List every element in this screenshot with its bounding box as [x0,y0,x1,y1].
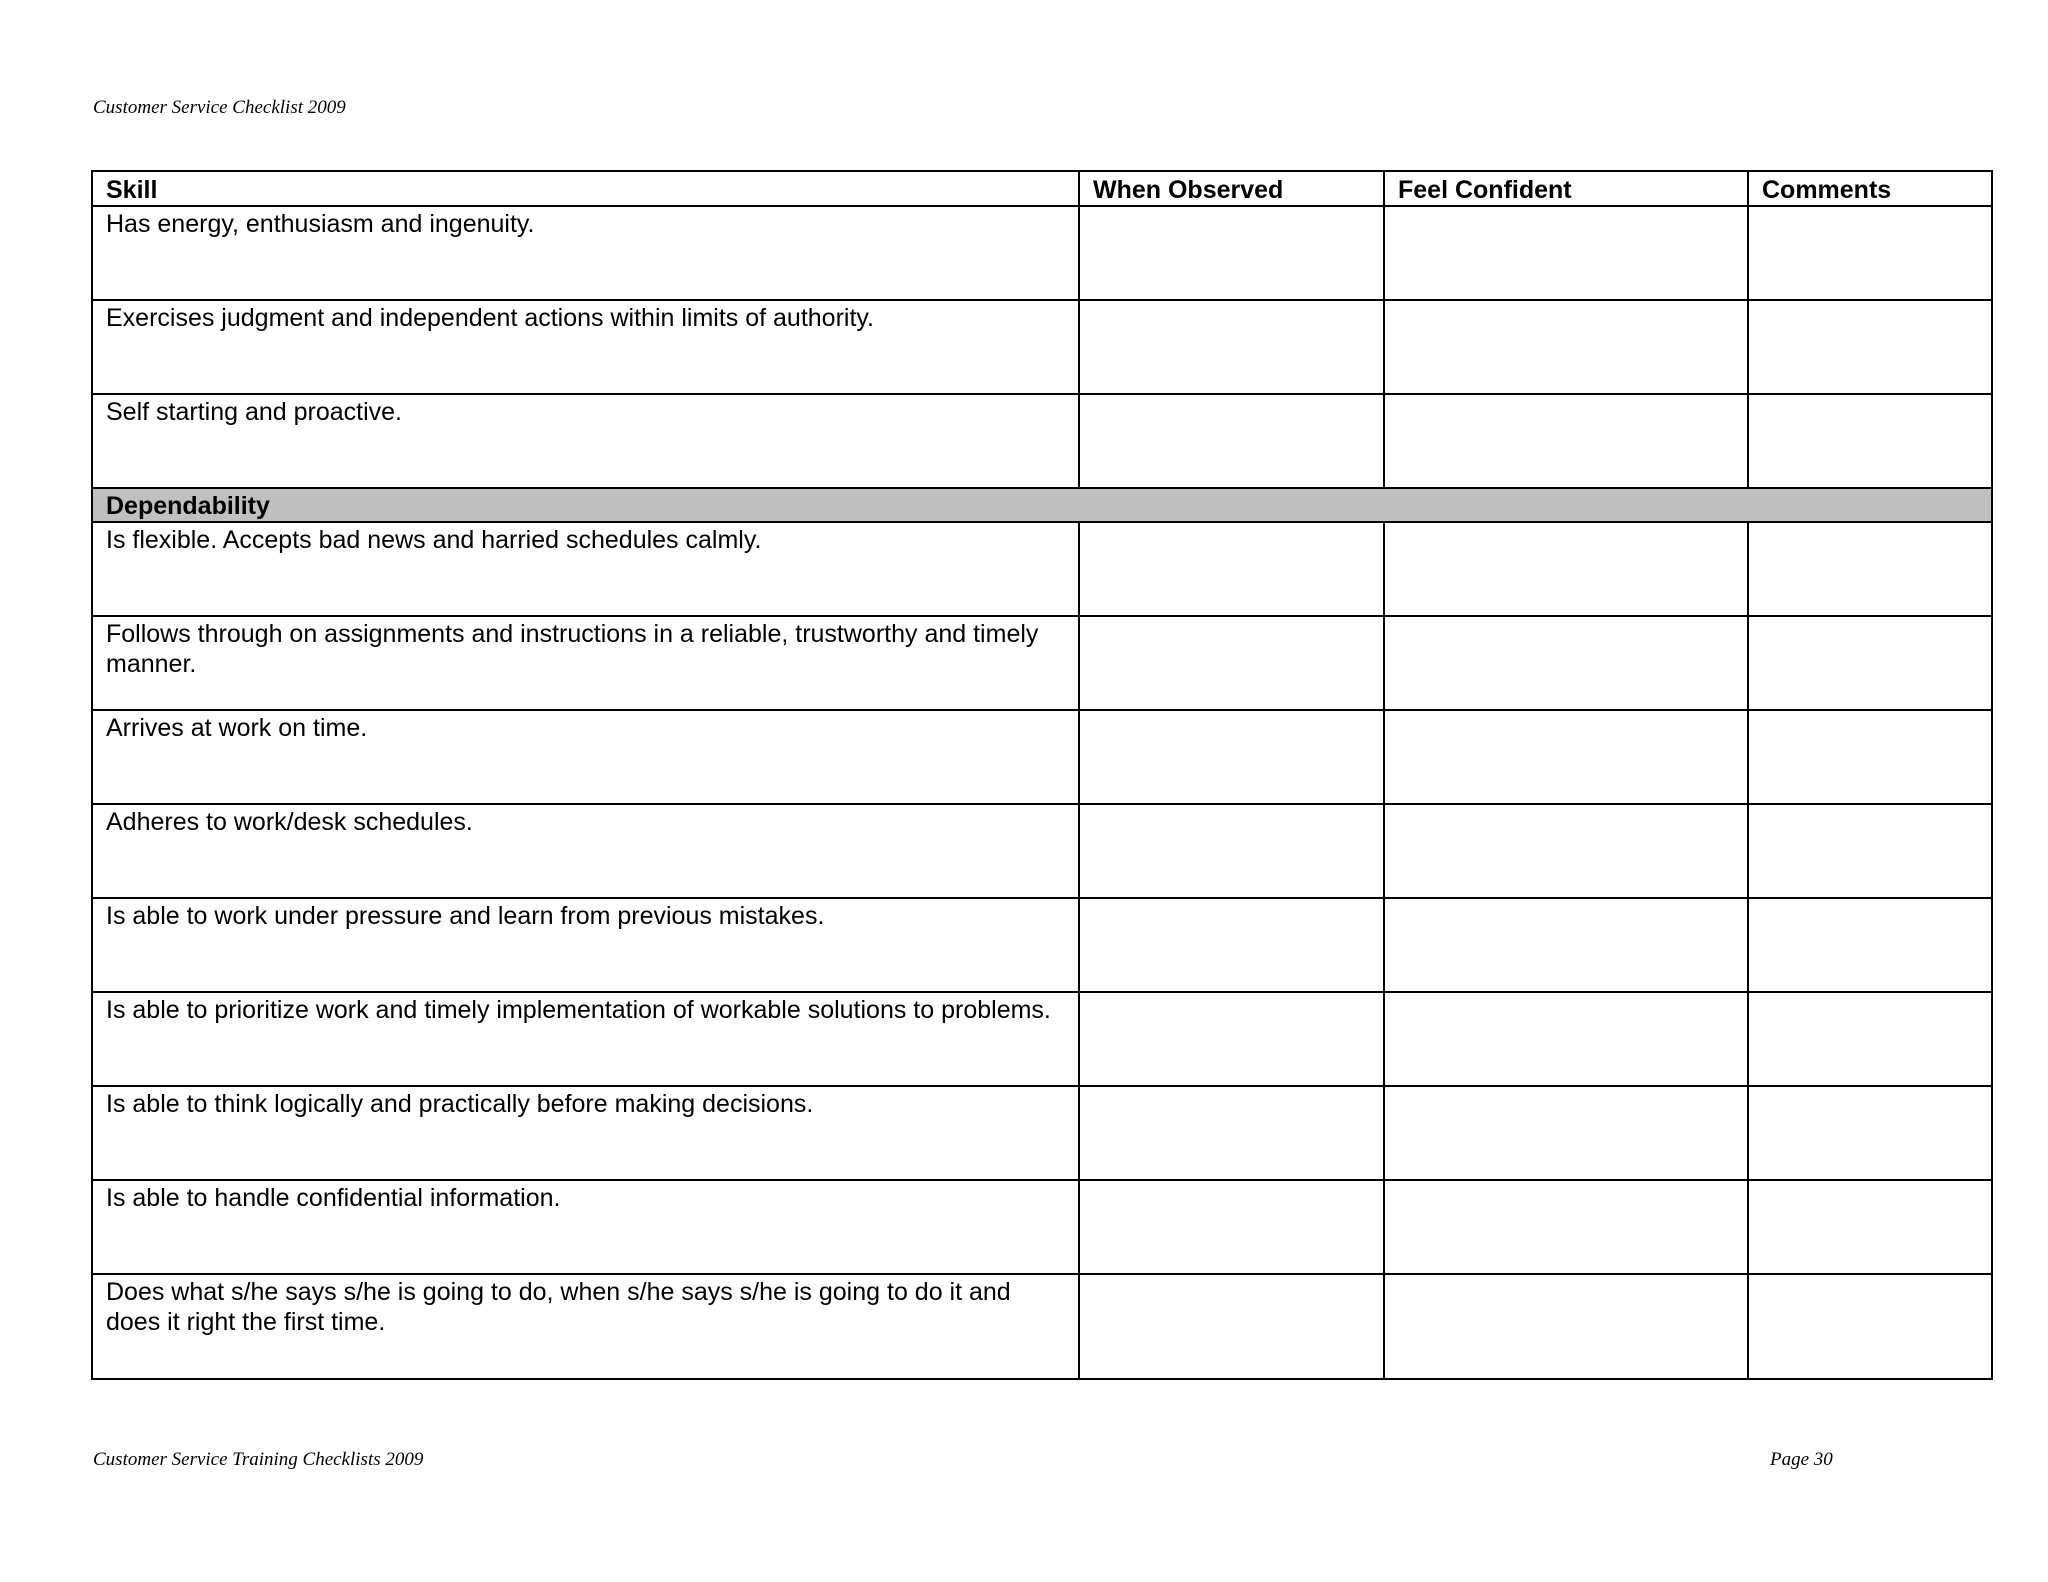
column-header-comments: Comments [1748,171,1992,206]
column-header-feel-confident: Feel Confident [1384,171,1748,206]
skill-cell: Is able to prioritize work and timely implementation of workable solutions to problems. [92,992,1079,1086]
feel-confident-cell[interactable] [1384,992,1748,1086]
when-observed-cell[interactable] [1079,616,1384,710]
section-title-dependability: Dependability [92,488,1992,522]
skill-cell: Adheres to work/desk schedules. [92,804,1079,898]
when-observed-cell[interactable] [1079,898,1384,992]
running-footer: Customer Service Training Checklists 2009 [93,1449,424,1470]
feel-confident-cell[interactable] [1384,710,1748,804]
feel-confident-cell[interactable] [1384,616,1748,710]
when-observed-cell[interactable] [1079,992,1384,1086]
comments-cell[interactable] [1748,1180,1992,1274]
skill-cell: Self starting and proactive. [92,394,1079,488]
when-observed-cell[interactable] [1079,394,1384,488]
table-row [92,206,1992,300]
feel-confident-cell[interactable] [1384,300,1748,394]
comments-cell[interactable] [1748,1086,1992,1180]
table-row [92,992,1992,1086]
skill-cell: Does what s/he says s/he is going to do, when s/he says s/he is going to do it and does it right the first time. [92,1274,1079,1379]
comments-cell[interactable] [1748,522,1992,616]
when-observed-cell[interactable] [1079,300,1384,394]
feel-confident-cell[interactable] [1384,1274,1748,1379]
comments-cell[interactable] [1748,300,1992,394]
skill-cell: Arrives at work on time. [92,710,1079,804]
comments-cell[interactable] [1748,616,1992,710]
table-row [92,1274,1992,1379]
skill-cell: Is able to work under pressure and learn from previous mistakes. [92,898,1079,992]
table-row [92,804,1992,898]
feel-confident-cell[interactable] [1384,394,1748,488]
table-row [92,898,1992,992]
table-header-row [92,171,1992,206]
comments-cell[interactable] [1748,804,1992,898]
when-observed-cell[interactable] [1079,1274,1384,1379]
table-row [92,1086,1992,1180]
skill-cell: Is able to handle confidential information. [92,1180,1079,1274]
column-header-skill: Skill [92,171,1079,206]
column-header-when-observed: When Observed [1079,171,1384,206]
feel-confident-cell[interactable] [1384,206,1748,300]
when-observed-cell[interactable] [1079,804,1384,898]
table-row [92,300,1992,394]
table-row [92,394,1992,488]
when-observed-cell[interactable] [1079,1086,1384,1180]
feel-confident-cell[interactable] [1384,522,1748,616]
feel-confident-cell[interactable] [1384,1180,1748,1274]
feel-confident-cell[interactable] [1384,898,1748,992]
skill-cell: Exercises judgment and independent actions within limits of authority. [92,300,1079,394]
page-number: Page 30 [1770,1449,1833,1470]
when-observed-cell[interactable] [1079,1180,1384,1274]
when-observed-cell[interactable] [1079,522,1384,616]
checklist-table [91,170,1993,1380]
table-row [92,710,1992,804]
comments-cell[interactable] [1748,992,1992,1086]
table-row [92,1180,1992,1274]
skill-cell: Has energy, enthusiasm and ingenuity. [92,206,1079,300]
when-observed-cell[interactable] [1079,206,1384,300]
comments-cell[interactable] [1748,394,1992,488]
table-row [92,616,1992,710]
skill-cell: Follows through on assignments and instructions in a reliable, trustworthy and timely manner. [92,616,1079,710]
feel-confident-cell[interactable] [1384,804,1748,898]
comments-cell[interactable] [1748,710,1992,804]
running-header: Customer Service Checklist 2009 [93,97,346,118]
feel-confident-cell[interactable] [1384,1086,1748,1180]
comments-cell[interactable] [1748,898,1992,992]
comments-cell[interactable] [1748,206,1992,300]
when-observed-cell[interactable] [1079,710,1384,804]
comments-cell[interactable] [1748,1274,1992,1379]
skill-cell: Is able to think logically and practically before making decisions. [92,1086,1079,1180]
table-row [92,522,1992,616]
section-header-row [92,488,1992,522]
skill-cell: Is flexible. Accepts bad news and harried schedules calmly. [92,522,1079,616]
